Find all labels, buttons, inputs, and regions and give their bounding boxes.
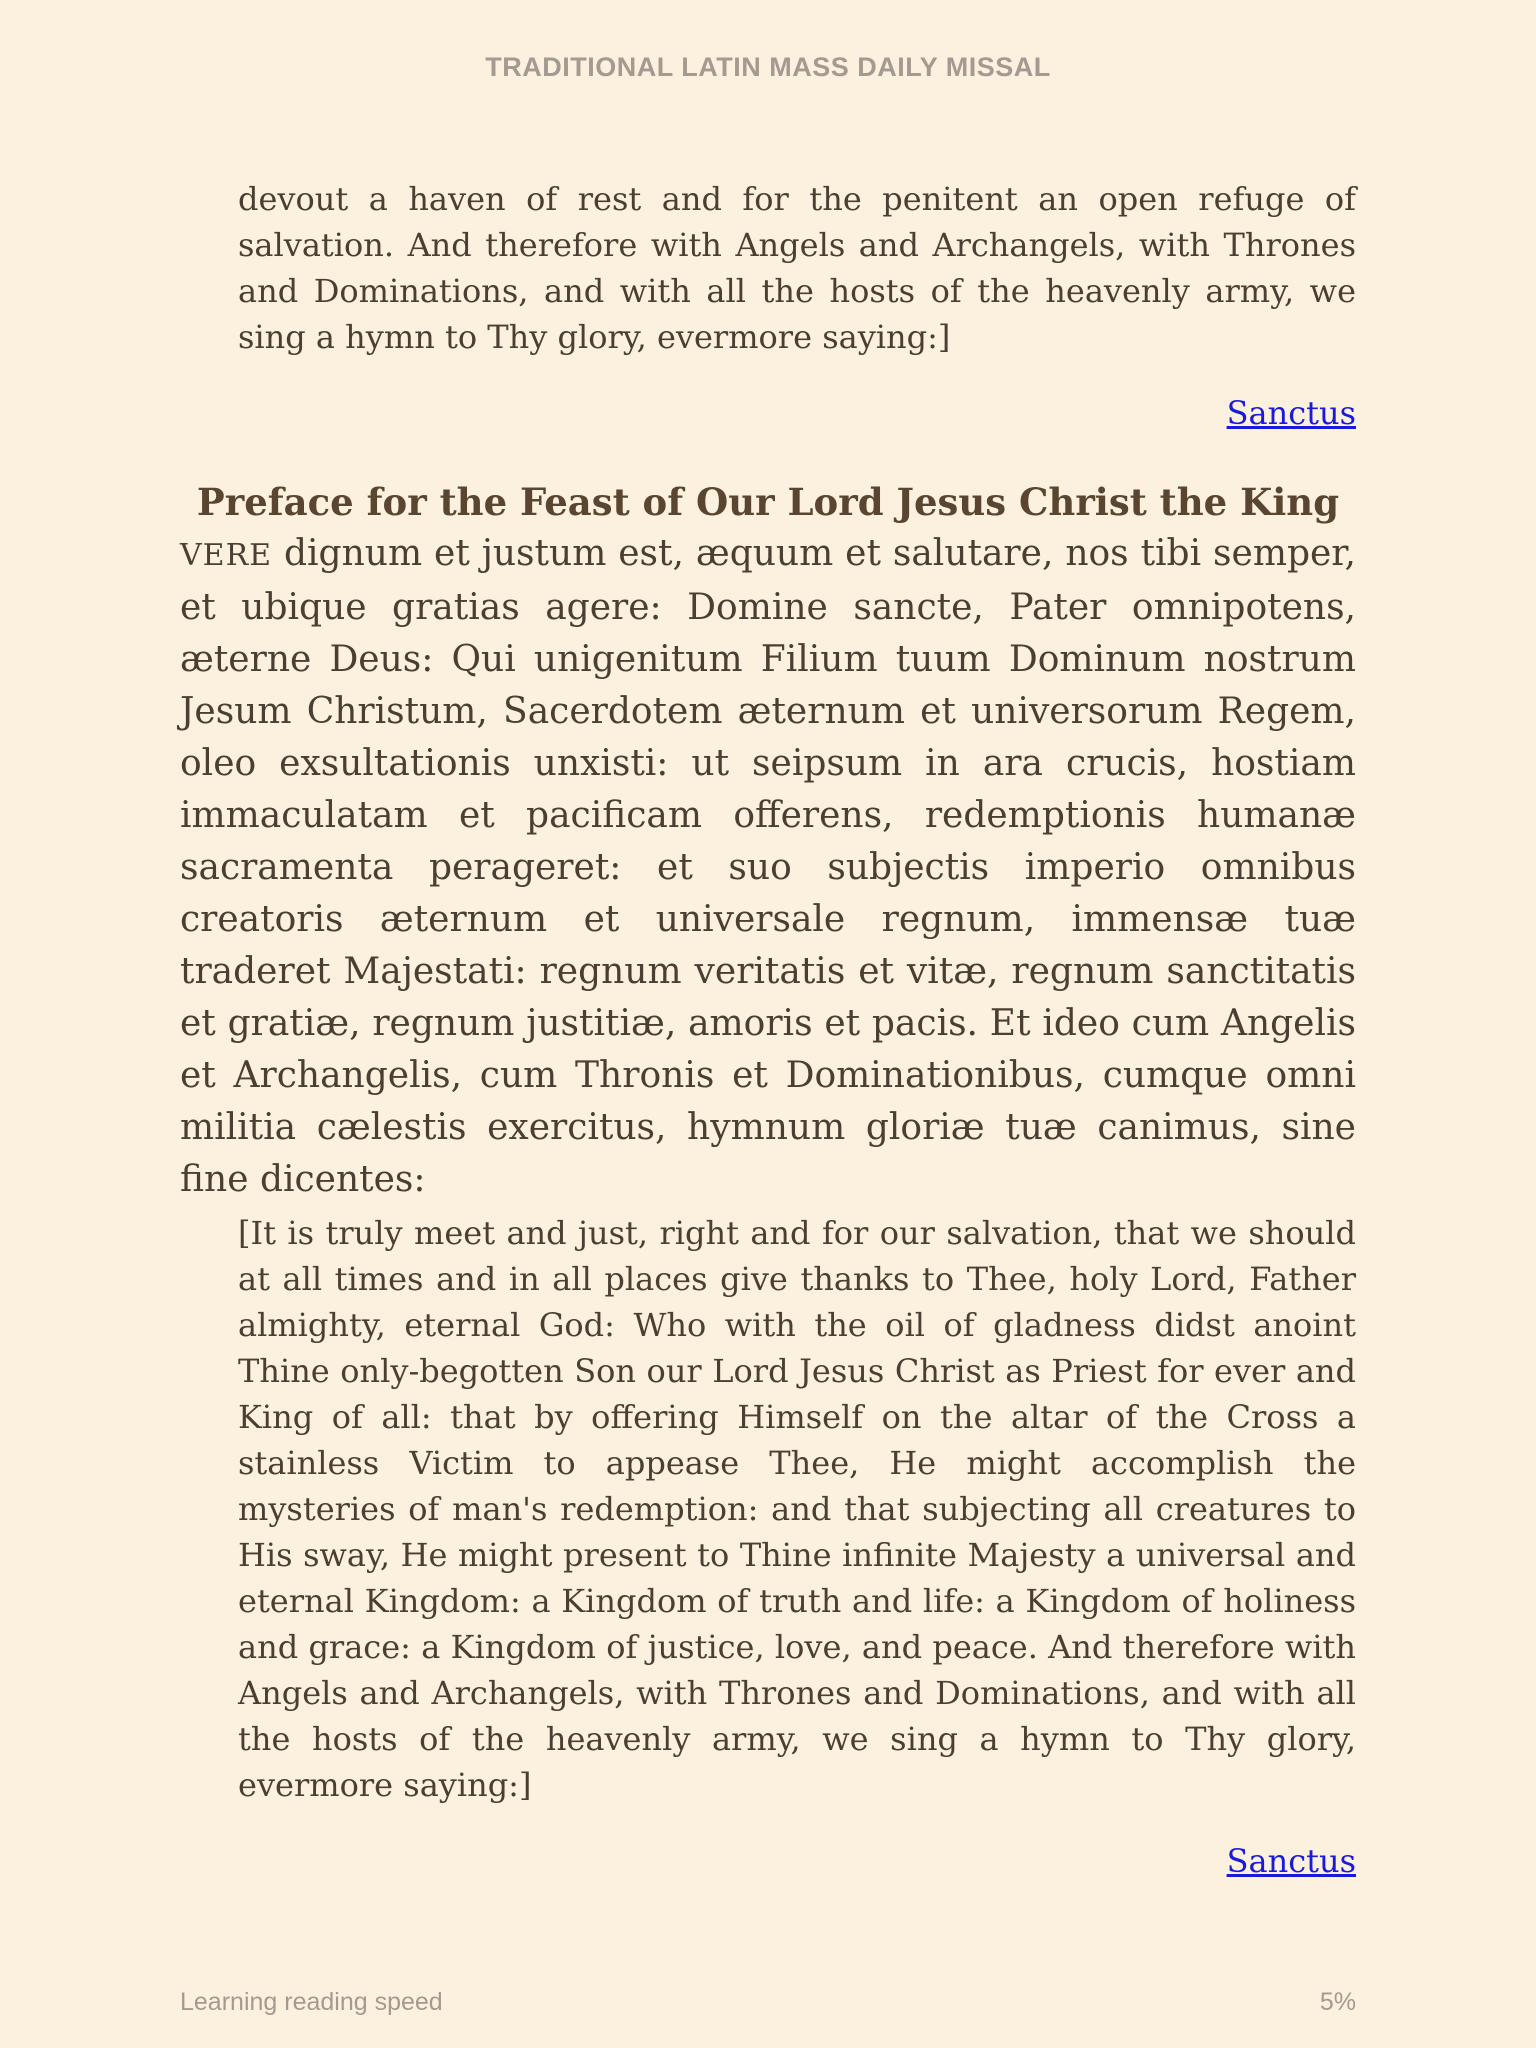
- sanctus-link-row-1: [180, 390, 1356, 436]
- book-title: TRADITIONAL LATIN MASS DAILY MISSAL: [485, 52, 1051, 82]
- english-translation: [It is truly meet and just, right and for our salvation, that we should at all times and in all places give thanks to Thee, holy Lord, Father almighty, eternal God: Who with the oil of gladness didst anoint Thine only-begotten Son our Lord Jesus Christ as Priest for ever and King of all: that by offering Himself on the altar of the Cross a stainless Victim to appease Thee, He might accomplish the mysteries of man's redemption: and that subjecting all creatures to His sway, He might present to Thine infinite Majesty a universal and eternal Kingdom: a Kingdom of truth and life: a Kingdom of holiness and grace: a Kingdom of justice, love, and peace. And therefore with Angels and Archangels, with Thrones and Dominations, and with all the hosts of the heavenly army, we sing a hymn to Thy glory, evermore saying:]: [238, 1214, 1356, 1804]
- reading-progress: 5%: [1319, 1988, 1356, 2016]
- latin-initial-word: VERE: [180, 538, 273, 573]
- sanctus-link[interactable]: Sanctus: [1226, 394, 1356, 432]
- latin-body: dignum et justum est, æquum et salutare, nos tibi semper, et ubique gratias agere: Domine sancte, Pater omnipotens, æterne Deus: Qui unigenitum Filium tuum Dominum nostrum Jesum Christum, Sacerdotem æternum et universorum Regem, oleo exsultationis unxisti: ut seipsum in ara crucis, hostiam immaculatam et pacificam offerens, redemptionis humanæ sacramenta perageret: et suo subjectis imperio omnibus creatoris æternum et universale regnum, immensæ tuæ traderet Majestati: regnum veritatis et vitæ, regnum sanctitatis et gratiæ, regnum justitiæ, amoris et pacis. Et ideo cum Angelis et Archangelis, cum Thronis et Dominationibus, cumque omni militia cælestis exercitus, hymnum gloriæ tuæ canimus, sine fine dicentes:: [180, 533, 1356, 1200]
- page-content[interactable]: [180, 176, 1356, 1884]
- sanctus-link[interactable]: Sanctus: [1226, 1842, 1356, 1880]
- reading-speed-status: Learning reading speed: [180, 1988, 443, 2016]
- preface-heading: Preface for the Feast of Our Lord Jesus Christ the King: [196, 480, 1340, 524]
- english-translation-previous: devout a haven of rest and for the penitent an open refuge of salvation. And therefore with Angels and Archangels, with Thrones and Dominations, and with all the hosts of the heavenly army, we sing a hymn to Thy glory, evermore saying:]: [238, 180, 1356, 356]
- sanctus-link-row-2: [180, 1838, 1356, 1884]
- latin-preface-text: [180, 528, 1356, 1206]
